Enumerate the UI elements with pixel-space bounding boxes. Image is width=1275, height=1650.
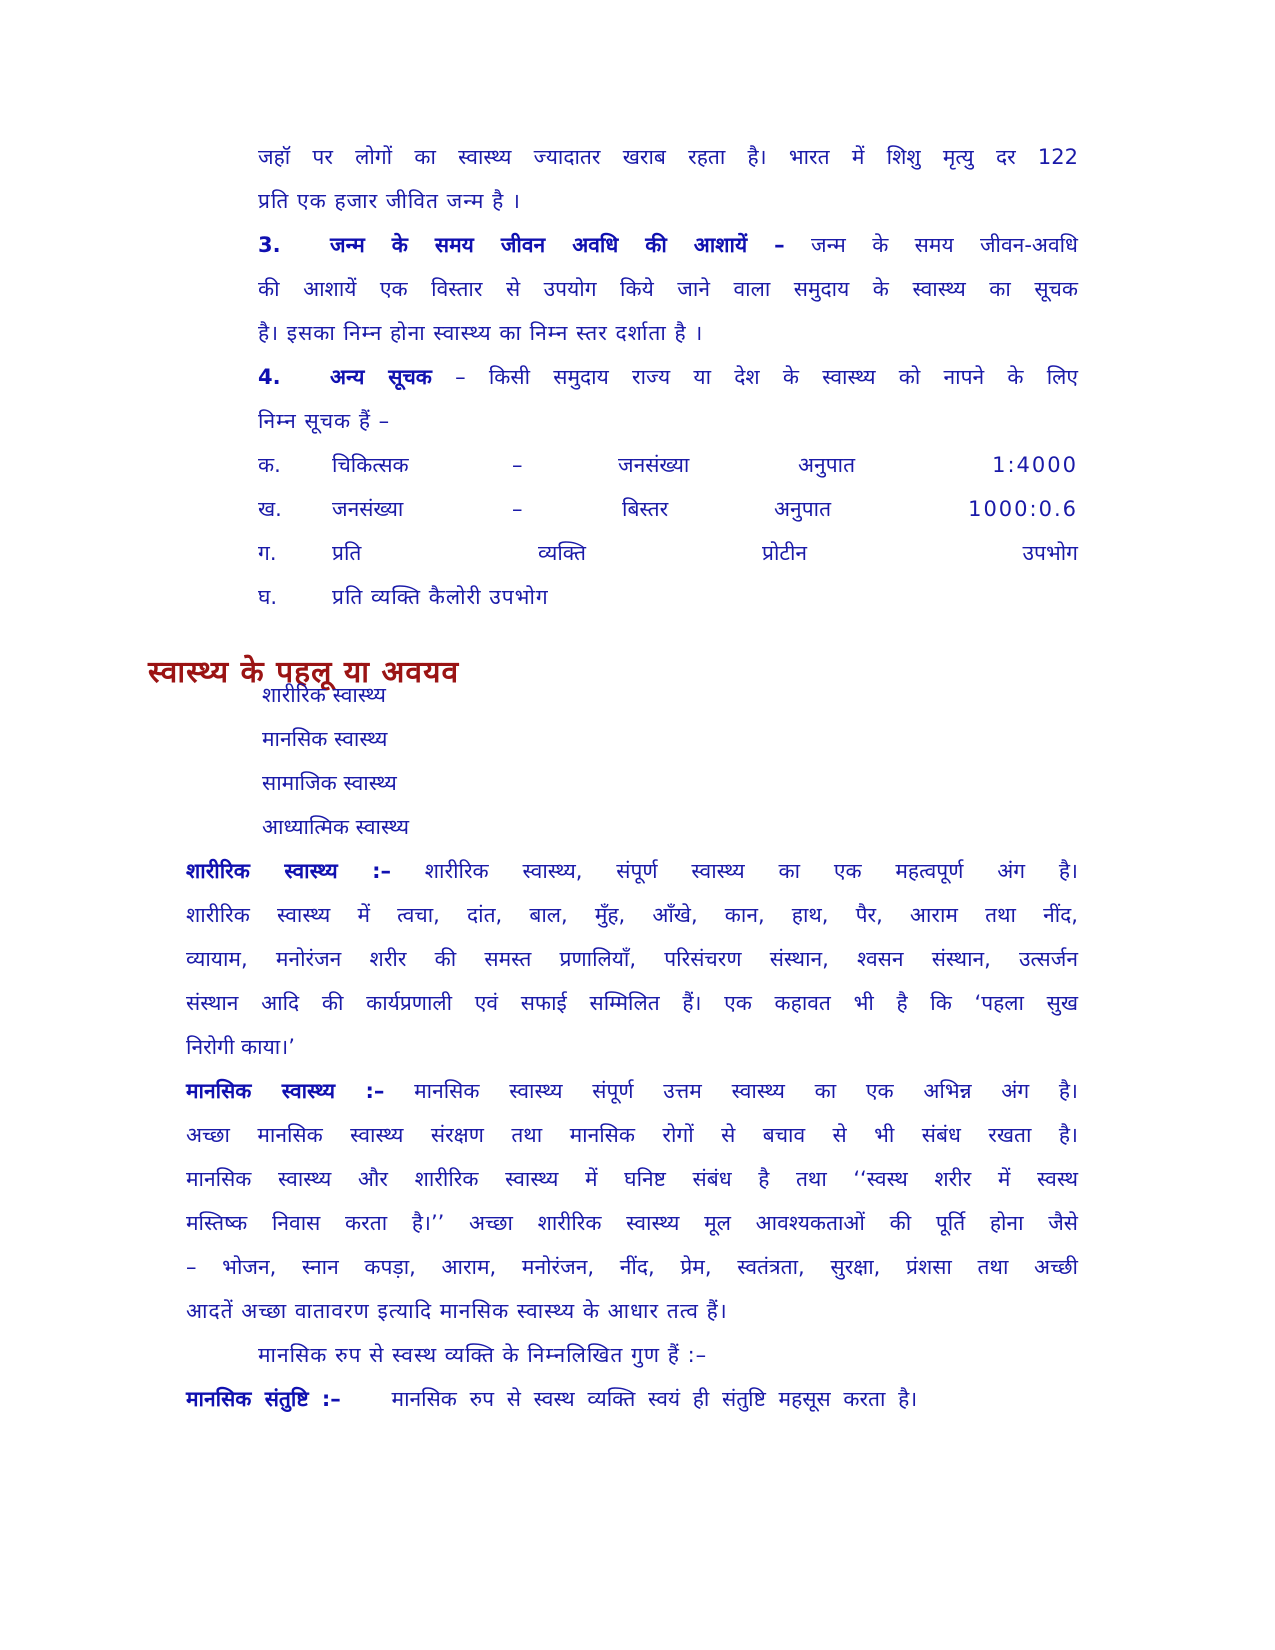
indicator-col: जनसंख्या — [618, 453, 690, 477]
point3-title: जन्म के समय जीवन अवधि की आशायें – — [330, 233, 785, 257]
section-heading: स्वास्थ्य के पहलू या अवयव — [148, 655, 460, 690]
indicator-col: 1:4000 — [992, 453, 1078, 477]
indicator-row-ka — [258, 450, 1078, 480]
mental-qualities-intro: मानसिक रुप से स्वस्थ व्यक्ति के निम्नलिखित गुण हैं :– — [258, 1343, 708, 1367]
point3-line2: की आशायें एक विस्तार से उपयोग किये जाने वाला समुदाय के स्वास्थ्य का सूचक — [258, 277, 1078, 301]
indicator-row-kha — [258, 494, 1078, 524]
physical-title: शारीरिक स्वास्थ्य :– — [186, 859, 391, 883]
para1-line2: प्रति एक हजार जीवित जन्म है । — [258, 189, 521, 213]
point4-number: 4. — [258, 365, 281, 389]
physical-line2: शारीरिक स्वास्थ्य में त्वचा, दांत, बाल, मुँह, आँखे, कान, हाथ, पैर, आराम तथा नींद, — [186, 903, 1078, 927]
mental-line5: – भोजन, स्नान कपड़ा, आराम, मनोरंजन, नींद, प्रेम, स्वतंत्रता, सुरक्षा, प्रंशसा तथा अच्छी — [186, 1255, 1078, 1279]
aspect-item: शारीरिक स्वास्थ्य — [262, 683, 386, 707]
indicator-col: चिकित्सक — [332, 453, 409, 477]
aspect-item: मानसिक स्वास्थ्य — [262, 727, 388, 751]
point3-line3: है। इसका निम्न होना स्वास्थ्य का निम्न स्तर दर्शाता है । — [258, 321, 704, 345]
physical-line1 — [186, 856, 1078, 886]
indicator-label: क. — [258, 453, 281, 477]
point4-title: अन्य सूचक — [330, 365, 432, 389]
indicator-row-gha — [258, 582, 1078, 612]
indicator-label: ग. — [258, 541, 277, 565]
mental-line3: मानसिक स्वास्थ्य और शारीरिक स्वास्थ्य में घनिष्ट संबंध है तथा ‘‘स्वस्थ शरीर में स्वस्थ — [186, 1167, 1078, 1191]
aspect-item: सामाजिक स्वास्थ्य — [262, 771, 397, 795]
mental-line1 — [186, 1076, 1078, 1106]
satisfaction-title: मानसिक संतुष्टि :– — [186, 1387, 341, 1411]
physical-line3: व्यायाम, मनोरंजन शरीर की समस्त प्रणालियाँ, परिसंचरण संस्थान, श्वसन संस्थान, उत्सर्जन — [186, 947, 1078, 971]
satisfaction-line — [186, 1384, 1036, 1414]
indicator-col: प्रति व्यक्ति कैलोरी उपभोग — [332, 585, 549, 609]
para1-line1: जहॉ पर लोगों का स्वास्थ्य ज्यादातर खराब रहता है। भारत में शिशु मृत्यु दर 122 — [258, 145, 1078, 169]
indicator-col: बिस्तर — [622, 497, 669, 521]
indicator-row-ga — [258, 538, 1078, 568]
point4-line1 — [258, 362, 1078, 392]
point3-number: 3. — [258, 233, 281, 257]
aspect-item: आध्यात्मिक स्वास्थ्य — [262, 815, 409, 839]
indicator-col: अनुपात — [798, 453, 856, 477]
indicator-col: अनुपात — [774, 497, 832, 521]
physical-line4: संस्थान आदि की कार्यप्रणाली एवं सफाई सम्मिलित हैं। एक कहावत भी है कि ‘पहला सुख — [186, 991, 1078, 1015]
point4-line2: निम्न सूचक हैं – — [258, 409, 391, 433]
mental-line1-rest: मानसिक स्वास्थ्य संपूर्ण उत्तम स्वास्थ्य का एक अभिन्न अंग है। — [414, 1079, 1078, 1103]
physical-line5: निरोगी काया।’ — [186, 1035, 295, 1059]
mental-title: मानसिक स्वास्थ्य :– — [186, 1079, 385, 1103]
mental-line2: अच्छा मानसिक स्वास्थ्य संरक्षण तथा मानसिक रोगों से बचाव से भी संबंध रखता है। — [186, 1123, 1078, 1147]
indicator-col: प्रोटीन — [762, 541, 808, 565]
point3-line1 — [258, 230, 1078, 260]
mental-line4: मस्तिष्क निवास करता है।’’ अच्छा शारीरिक स्वास्थ्य मूल आवश्यकताओं की पूर्ति होना जैसे — [186, 1211, 1078, 1235]
indicator-label: घ. — [258, 585, 278, 609]
mental-line6: आदतें अच्छा वातावरण इत्यादि मानसिक स्वास्थ्य के आधार तत्व हैं। — [186, 1299, 728, 1323]
indicator-label: ख. — [258, 497, 282, 521]
indicator-col: व्यक्ति — [538, 541, 587, 565]
indicator-col: – — [512, 497, 523, 521]
indicator-col: – — [512, 453, 523, 477]
indicator-col: प्रति — [332, 541, 362, 565]
satisfaction-text: मानसिक रुप से स्वस्थ व्यक्ति स्वयं ही संतुष्टि महसूस करता है। — [391, 1387, 918, 1411]
indicator-col: उपभोग — [1022, 541, 1078, 565]
point4-line1-rest: – किसी समुदाय राज्य या देश के स्वास्थ्य को नापने के लिए — [455, 365, 1078, 389]
indicator-col: जनसंख्या — [332, 497, 404, 521]
point3-line1-rest: जन्म के समय जीवन-अवधि — [811, 233, 1078, 257]
physical-line1-rest: शारीरिक स्वास्थ्य, संपूर्ण स्वास्थ्य का एक महत्वपूर्ण अंग है। — [424, 859, 1078, 883]
indicator-col: 1000:0.6 — [968, 497, 1078, 521]
